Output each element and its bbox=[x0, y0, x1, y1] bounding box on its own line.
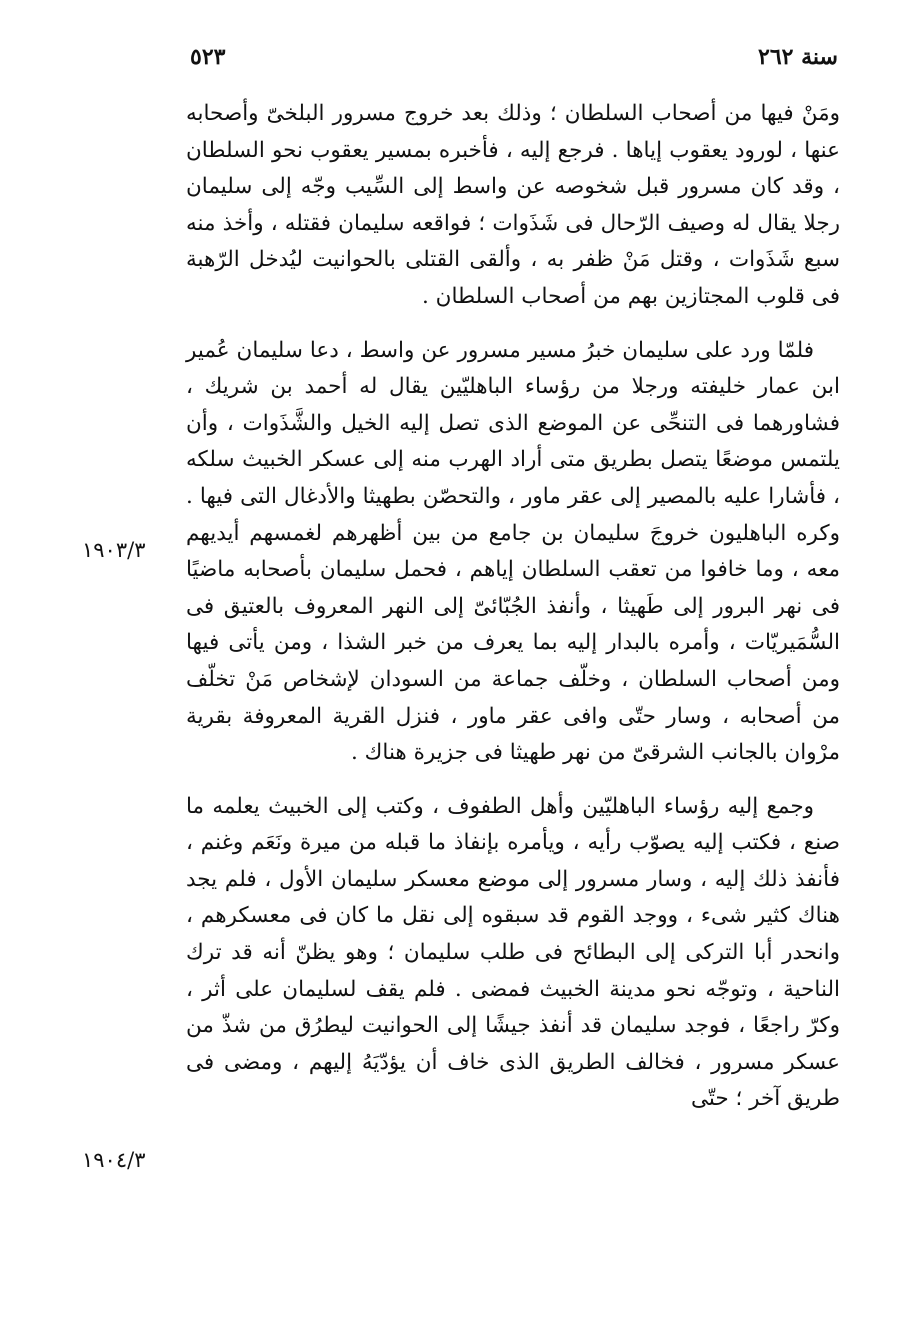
page-header bbox=[186, 44, 840, 84]
paragraph-3: وجمع إليه رؤساء الباهليّين وأهل الطفوف ، وكتب إلى الخبيث يعلمه ما صنع ، فكتب إليه يصوّب رأيه ، ويأمره بإنفاذ ما قبله من ميرة ونَعَم وغنم ، فأنفذ ذلك إليه ، وسار مسرور إلى موضع معسكر سليمان الأول ، فلم يجد هناك كثير شىء ، ووجد القوم قد سبقوه إلى نقل ما كان فى معسكرهم ، وانحدر أبا التركى إلى البطائح فى طلب سليمان ؛ وهو يظنّ أنه قد ترك الناحية ، وتوجّه نحو مدينة الخبيث فمضى . فلم يقف لسليمان على أثر ، وكرّ راجعًا ، فوجد سليمان قد أنفذ جيشًا إلى الحوانيت ليطرُق من شذّ من عسكر مسرور ، فخالف الطريق الذى خاف أن يؤدّيَهُ إليهم ، ومضى فى طريق آخر ؛ حتّى bbox=[186, 793, 840, 1112]
running-title: سنة ٢٦٢ bbox=[758, 44, 838, 70]
main-text bbox=[186, 96, 840, 1118]
margin-reference-2: ١٩٠٤/٣ bbox=[82, 1148, 146, 1172]
page-number: ٥٢٣ bbox=[190, 44, 226, 70]
margin-reference-1: ١٩٠٣/٣ bbox=[82, 538, 146, 562]
paragraph-1: ومَنْ فيها من أصحاب السلطان ؛ وذلك بعد خروج مسرور البلخىّ وأصحابه عنها ، لورود يعقوب إياها . فرجع إليه ، فأخبره بمسير يعقوب نحو السلطان ، وقد كان مسرور قبل شخوصه عن واسط إلى السِّيب وجّه إلى سليمان رجلا يقال له وصيف الرّحال فى شَذَوات ؛ فواقعه سليمان فقتله ، وأخذ منه سبع شَذَوات ، وقتل مَنْ ظفر به ، وألقى القتلى بالحوانيت ليُدخل الرّهبة فى قلوب المجتازين بهم من أصحاب السلطان . bbox=[186, 101, 840, 309]
paragraph-2: فلمّا ورد على سليمان خبرُ مسير مسرور عن واسط ، دعا سليمان عُمير ابن عمار خليفته ورجلا من رؤساء الباهليّين يقال له أحمد بن شريك ، فشاورهما فى التنحِّى عن الموضع الذى تصل إليه الخيل والشَّذَوات ، وأن يلتمس موضعًا يتصل بطريق متى أراد الهرب منه إلى عسكر الخبيث سلكه ، فأشارا عليه بالمصير إلى عقر ماور ، والتحصّن بطهيثا والأدغال التى فيها . وكره الباهليون خروجَ سليمان بن جامع من بين أظهرهم لغمسهم أيديهم معه ، وما خافوا من تعقب السلطان إياهم ، فحمل سليمان بأصحابه ماضيًا فى نهر البرور إلى طَهيثا ، وأنفذ الجُبّائىّ إلى النهر المعروف بالعتيق فى السُّمَيريّات ، وأمره بالبدار إليه بما يعرف من خبر الشذا ، ومن يأتى فيها ومن أصحاب السلطان ، وخلّف جماعة من السودان لإشخاص مَنْ تخلّف من أصحابه ، وسار حتّى وافى عقر ماور ، فنزل القرية المعروفة بقرية مرْوان بالجانب الشرقىّ من نهر طهيثا فى جزيرة هناك . bbox=[186, 337, 840, 766]
